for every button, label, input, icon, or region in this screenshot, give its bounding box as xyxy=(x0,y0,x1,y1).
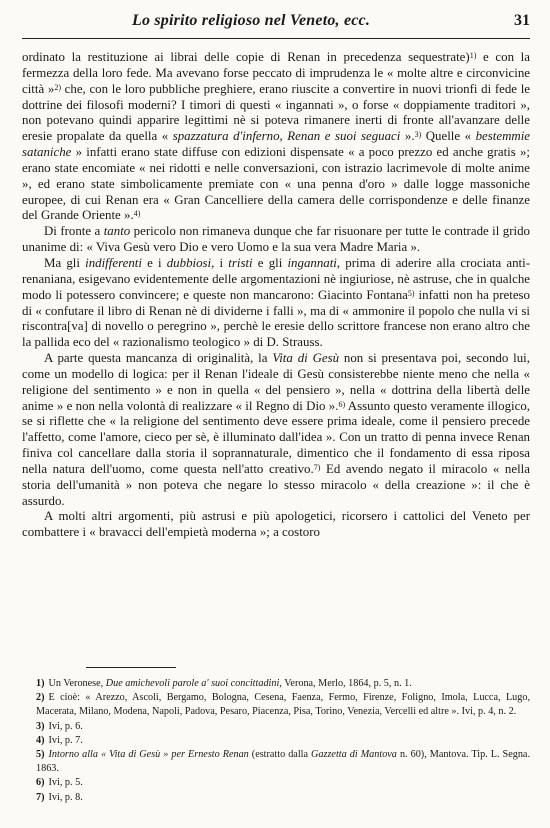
text-span: infatti non ha preteso di « confutare il libro di Renan nè di dividerne i falli », ma di « ammonire il popolo che nulla vi si riscontra[va] di novello o peregrino », perchè le eresie dello scrittore francese non erano altro che la pallida eco del « razionalismo teologico » di D. Strauss. xyxy=(22,287,531,350)
text-span: pericolo non rimaneva dunque che far risuonare per tutte le contrade il grido unanime di: « Viva Gesù vero Dio e vero Uomo e la sua vera Madre Maria ». xyxy=(22,224,530,255)
text-span: ». xyxy=(400,129,415,144)
body-text xyxy=(22,50,530,541)
footnote xyxy=(22,776,530,790)
footnote-number: 5) xyxy=(36,749,45,761)
text-span: n. 60), Mantova. Tip. L. Segna. 1863. xyxy=(36,749,530,775)
body-paragraph xyxy=(22,224,530,256)
italic-span: bestemmie sataniche xyxy=(22,129,531,160)
text-span: Ivi, p. 6. xyxy=(48,720,83,732)
text-span: , i xyxy=(211,255,229,270)
italic-span: Gazzetta di Mantova xyxy=(311,749,397,761)
text-span: e gli xyxy=(252,255,288,270)
text-span: Ma gli xyxy=(44,255,86,270)
text-span: A molti altri argomenti, più astrusi e più apologetici, ricorsero i cattolici del Veneto per combattere i « bravacci dell'empietà moderna »; a costoro xyxy=(22,509,530,540)
footnote-number: 4) xyxy=(36,734,45,746)
text-span: Un Veronese, xyxy=(48,678,106,689)
running-title: Lo spirito religioso nel Veneto, ecc. xyxy=(132,12,371,29)
footnote xyxy=(22,791,530,805)
footnote xyxy=(22,691,530,719)
text-span: A parte questa mancanza di originalità, la xyxy=(44,351,273,366)
text-span: » infatti erano state diffuse con edizioni dispensate « a poco prezzo ed anche gratis »; erano state encomiate « nei ridotti e nelle conversazioni, con istrazio lacrimevole di molte anime », ed erano state simbolicamente premiate con « una penna d'oro » dalle logge massoniche europee, di cui Renan era « Gran Cancelliere della camera delle corrispondenze e delle finanze del Grande Oriente ». xyxy=(22,145,530,223)
text-span: che, con le loro pubbliche preghiere, erano riuscite a convertire in nuovi trionfi di fede le dottrine dei filosofi moderni? I timori di questi « ingannati », o forse « doppiamente traditori », non potevano quindi apparire legittimi nè si poteva rimanere inerti di fronte all'avanzare delle eresie propalate da quella « xyxy=(22,81,530,144)
italic-span: Vita di Gesù xyxy=(272,351,340,366)
footnote-ref: 7) xyxy=(313,462,321,472)
footnote-number: 6) xyxy=(36,777,45,789)
footnote-number: 1) xyxy=(36,678,45,689)
body-paragraph xyxy=(22,351,530,509)
footnote xyxy=(22,720,530,734)
footnote-number: 2) xyxy=(36,692,45,704)
body-paragraph xyxy=(22,50,530,224)
italic-span: indifferenti xyxy=(85,255,142,270)
page-number: 31 xyxy=(514,12,530,29)
text-span: Di fronte a xyxy=(44,224,104,239)
footnote-ref: 5) xyxy=(407,288,415,298)
footnote-ref: 1) xyxy=(469,51,477,60)
footnote-ref: 4) xyxy=(133,209,141,219)
footnote-number: 7) xyxy=(36,791,45,803)
text-span: Ivi, p. 5. xyxy=(48,777,83,789)
italic-span: tanto xyxy=(103,224,131,239)
text-span: Ivi, p. 7. xyxy=(48,734,83,746)
text-span: ordinato la restituzione ai librai delle copie di Renan in precedenza sequestrate) xyxy=(22,50,470,64)
italic-span: Intorno alla « Vita di Gesù » per Ernesto Renan xyxy=(48,749,249,761)
italic-span: Due amichevoli parole a' suoi concittadini xyxy=(105,678,280,689)
italic-span: spazzatura d'inferno, Renan e suoi seguaci xyxy=(172,129,401,144)
text-span: Ivi, p. 8. xyxy=(48,791,83,803)
text-span: E cioè: « Arezzo, Ascoli, Bergamo, Bologna, Cesena, Faenza, Fermo, Firenze, Foligno, Imola, Lucca, Lugo, Macerata, Milano, Modena, Napoli, Padova, Pesaro, Piacenza, Pisa, Torino, Venezia, Vercelli ed altre ». Ivi, p. 4, n. 2. xyxy=(36,692,530,718)
footnotes xyxy=(22,677,530,805)
text-span: , prima di aderire alla crociata anti-renaniana, esigevano evidentemente delle argomentazioni nè ingiuriose, nè astruse, che in qualche modo li potessero convincere; e queste non mancarono: Giacinto Fontana xyxy=(22,255,530,302)
text-span: Ed avendo negato il miracolo « nella storia dell'umanità » non poteva che negare lo stesso miracolo « della creazione »: il che è assurdo. xyxy=(22,461,530,508)
text-span: Assunto questo veramente illogico, se si riflette che « la religione del sentimento deve essere prima ideale, come il pensiero precede l'affetto, come l'amore, cieco per sè, è illuminato dall'idea ». Con un tratto di penna invece Renan finiva col cancellare dalla storia il soprannaturale, dimentico che il fondamento di essa riposa nella natura dell'uomo, come questa nell'atto creativo. xyxy=(22,398,530,476)
footnote xyxy=(22,677,530,691)
footnote xyxy=(22,734,530,748)
text-span: e i xyxy=(141,255,167,270)
italic-span: ingannati xyxy=(287,255,337,270)
text-span: (estratto dalla xyxy=(248,749,312,761)
footnote-rule xyxy=(86,667,176,668)
footnote-number: 3) xyxy=(36,720,45,732)
header-rule xyxy=(22,38,530,39)
body-paragraph xyxy=(22,256,530,351)
footnote-ref: 2) xyxy=(54,82,61,92)
italic-span: tristi xyxy=(228,255,253,270)
body-paragraph xyxy=(22,509,530,541)
italic-span: dubbiosi xyxy=(166,255,212,270)
text-span: , Verona, Merlo, 1864, p. 5, n. 1. xyxy=(279,678,412,689)
footnote xyxy=(22,748,530,776)
text-span: non si presentava poi, secondo lui, come un modello di logica: per il Renan l'ideale di Gesù consisterebbe niente meno che nella « religione del sentimento » e non in quella « del pensiero », nella « dottrina della libertà delle anime » e non nella volontà di realizzare « il Regno di Dio ». xyxy=(22,351,530,413)
footnote-ref: 3) xyxy=(414,130,422,140)
text-span: Quelle « xyxy=(421,129,476,144)
text-span: e con la fermezza della loro fede. Ma avevano forse peccato di imprudenza le « molte altre e circonvicine città » xyxy=(22,50,530,96)
footnote-ref: 6) xyxy=(338,399,346,409)
running-head xyxy=(22,10,530,34)
